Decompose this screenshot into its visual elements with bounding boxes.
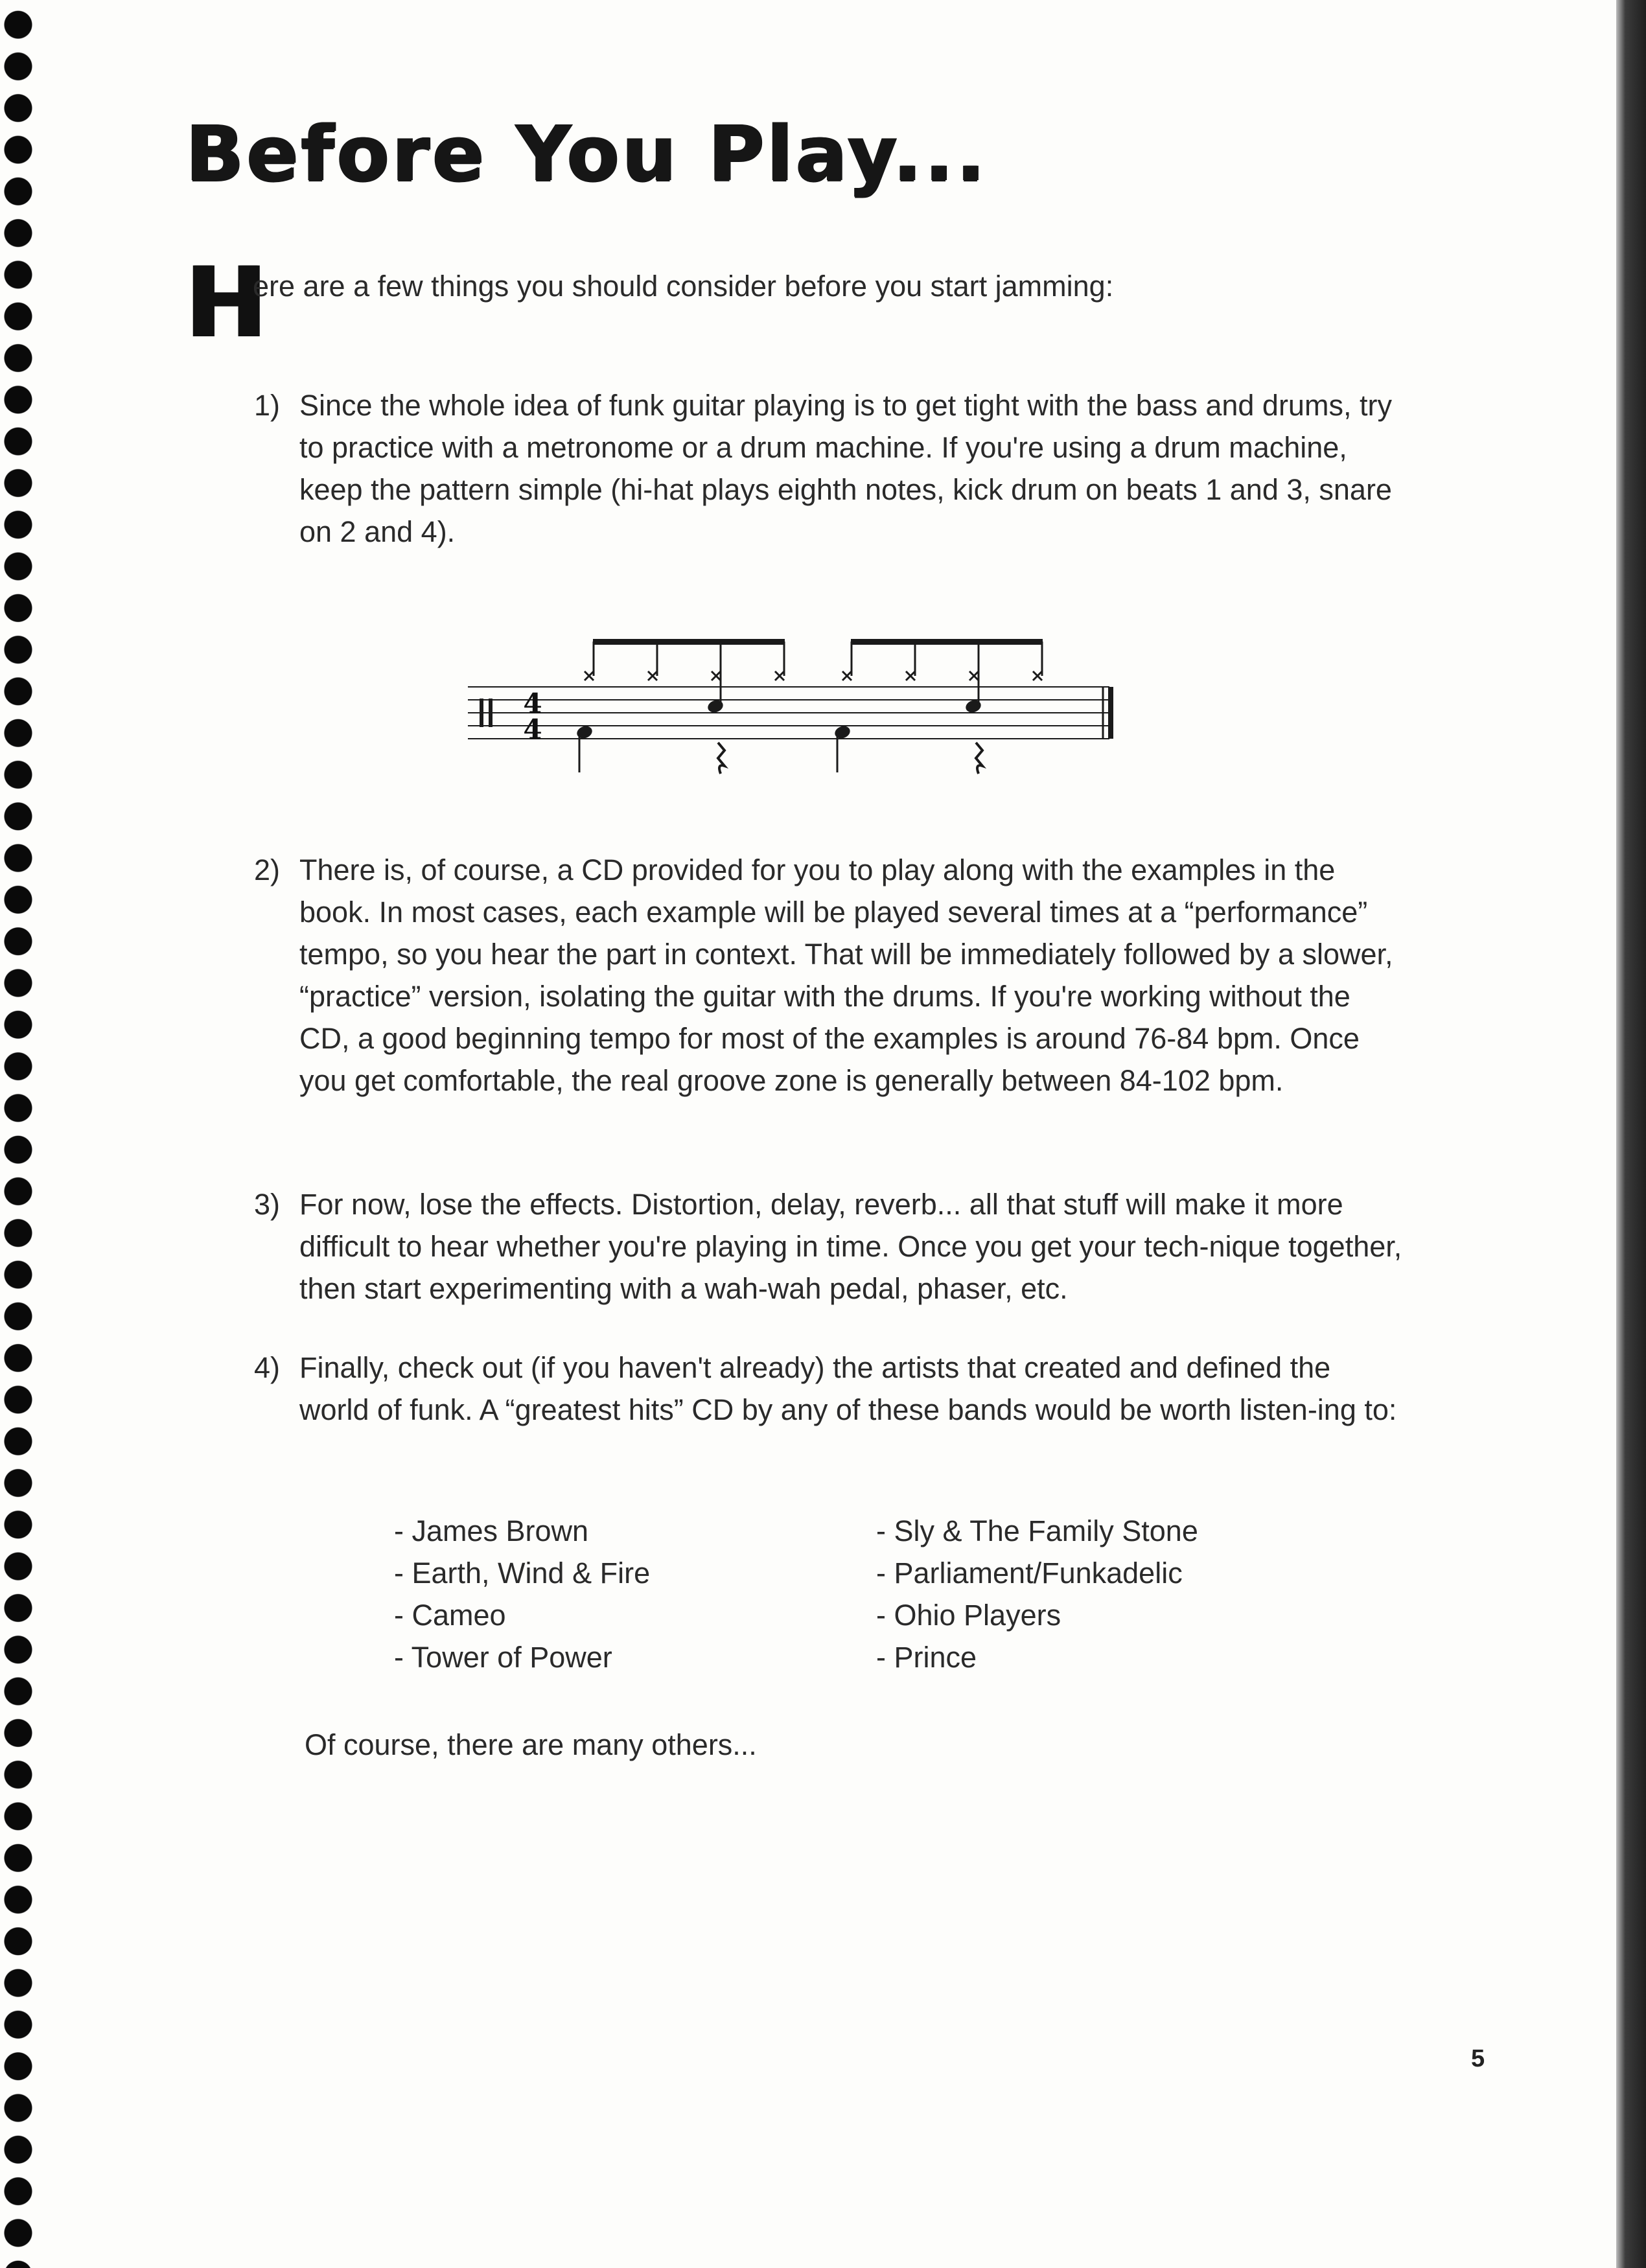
band-list-item: - Ohio Players [876,1599,1061,1632]
list-item-text: Since the whole idea of funk guitar playing is to get tight with the bass and drums, try to practice with a metronome or a drum machine. If you're using a drum machine, keep the pattern simple (hi-hat plays eighth notes, kick drum on beats 1 and 3, snare on 2 and 4). [299,389,1392,548]
list-item-number: 2) [254,853,281,886]
kick-note [833,724,852,740]
quarter-rests [718,743,982,774]
band-list-item: - James Brown [394,1514,589,1547]
list-item-number: 1) [254,389,281,422]
spiral-binding [0,0,41,2268]
band-list-item: - Tower of Power [394,1641,612,1674]
time-signature-bottom: 4 [523,713,542,745]
time-signature-top: 4 [523,688,542,719]
page-edge-shadow [1616,0,1646,2268]
list-item-text: Finally, check out (if you haven't already) the artists that created and defined the world of funk. A “greatest hits” CD by any of these bands would be worth listen-ing to: [299,1351,1397,1426]
kick-note [575,724,594,740]
snare-note [706,698,725,714]
band-list-item: - Prince [876,1641,977,1674]
intro-paragraph [185,247,1481,360]
closing-text: Of course, there are many others... [305,1728,757,1761]
band-list-left [394,1510,650,1678]
list-item-number: 4) [254,1351,281,1384]
drop-cap: H [185,247,267,360]
band-list-item: - Parliament/Funkadelic [876,1556,1183,1590]
page-title: Before You Play... [185,109,988,198]
beams [593,639,1043,645]
hi-hat-notes [585,671,1042,680]
page-number: 5 [1471,2045,1485,2072]
intro-text: ere are a few things you should consider before you start jamming: [253,270,1114,303]
staff-lines [468,687,1109,739]
band-list-item: - Sly & The Family Stone [876,1514,1198,1547]
drum-notation [461,622,1122,791]
noteheads [575,698,983,740]
band-list-item: - Cameo [394,1599,506,1632]
band-list-item: - Earth, Wind & Fire [394,1556,651,1590]
list-item-number: 3) [254,1188,281,1221]
snare-note [964,698,983,714]
time-signature [523,688,542,745]
list-item-text: There is, of course, a CD provided for you to play along with the examples in the book. In most cases, each example will be played several times at a “performance” tempo, so you hear the part in context. That will be immediately followed by a slower, “practice” version, isolating the guitar with the drums. If you're working without the CD, a good beginning tempo for most of the examples is around 76-84 bpm. Once you get comfortable, the real groove zone is generally between 84-102 bpm. [299,853,1393,1097]
band-list-right [876,1510,1198,1678]
list-item-text: For now, lose the effects. Distortion, delay, reverb... all that stuff will make it more difficult to hear whether you're playing in time. Once you get your tech-nique together, then start experimenting with a wah-wah pedal, phaser, etc. [299,1188,1402,1305]
